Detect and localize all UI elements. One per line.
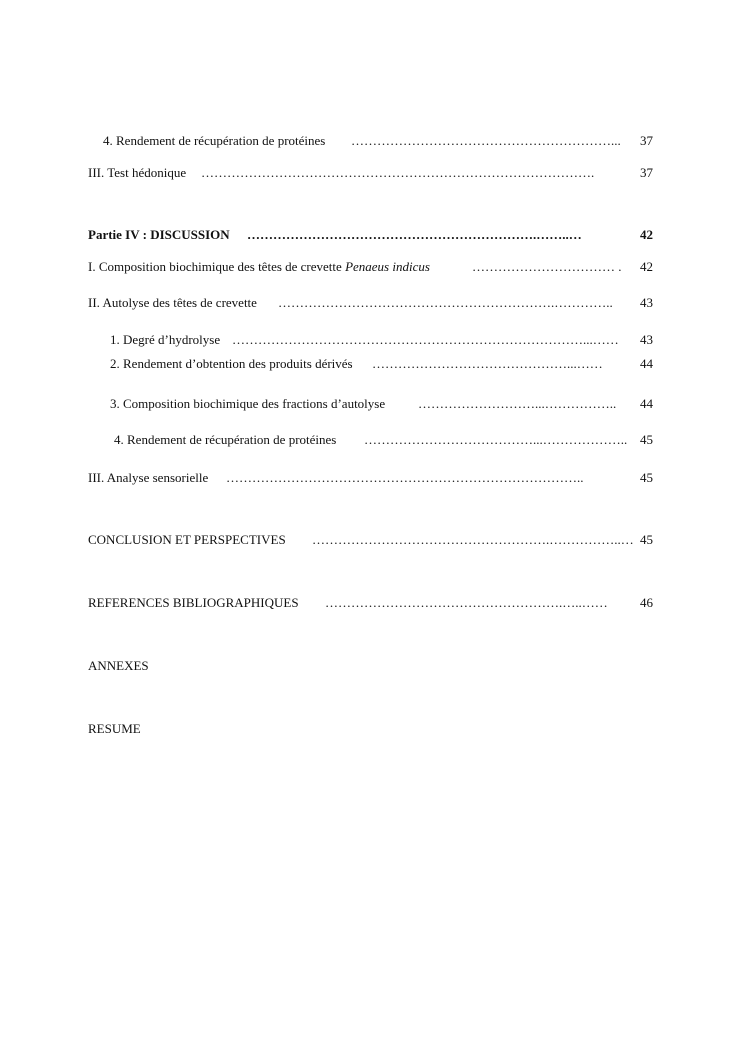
toc-entry-composition-biochimique-tetes — [0, 258, 744, 276]
toc-page-number: 42 — [640, 259, 653, 274]
toc-label: I. Composition biochimique des têtes de crevette Penaeus indicus — [88, 259, 430, 274]
toc-leader-dots: ……………………………………………………….………….. — [278, 295, 613, 310]
toc-leader-dots: …………………………………...……………….. — [364, 432, 628, 447]
toc-label: 2. Rendement d’obtention des produits dérivés — [110, 356, 353, 371]
toc-page-number: 42 — [640, 227, 653, 242]
toc-leader-dots: ………………………………………………………………………………. — [201, 165, 595, 180]
toc-leader-dots: ……………………………………………………………………….. — [226, 470, 584, 485]
toc-leader-dots: ……………………………………………….……………..… — [312, 532, 634, 547]
toc-page-number: 46 — [640, 595, 653, 610]
toc-page-number: 43 — [640, 295, 653, 310]
toc-page-number: 37 — [640, 165, 653, 180]
toc-page-number: 43 — [640, 332, 653, 347]
toc-entry-references-bibliographiques — [0, 594, 744, 612]
toc-page-number: 44 — [640, 356, 653, 371]
toc-page-number: 45 — [640, 432, 653, 447]
toc-label: Partie IV : DISCUSSION — [88, 227, 230, 242]
toc-label: ANNEXES — [88, 658, 149, 673]
toc-label: 3. Composition biochimique des fractions d’autolyse — [110, 396, 386, 411]
toc-leader-dots: ………………………………………………………….……..… — [247, 227, 582, 242]
toc-label: III. Test hédonique — [88, 165, 187, 180]
toc-page-number: 44 — [640, 396, 653, 411]
toc-leader-dots: ……………………………………………………... — [351, 133, 621, 148]
toc-entry-composition-fractions-autolyse — [0, 395, 744, 413]
toc-label-italic-species: Penaeus indicus — [345, 259, 430, 274]
toc-leader-dots: ………………………...…………….. — [418, 396, 617, 411]
toc-leader-dots: ………………………………………………………………………...…… — [232, 332, 619, 347]
toc-label: 4. Rendement de récupération de protéines — [114, 432, 337, 447]
toc-page-number: 45 — [640, 470, 653, 485]
toc-entry-conclusion-perspectives — [0, 531, 744, 549]
toc-entry-4-rendement-recuperation-proteines-iii — [0, 132, 744, 150]
toc-leader-dots: ………………………………………...…… — [372, 356, 603, 371]
toc-leader-dots: …………………………… . — [472, 259, 622, 274]
toc-entry-degre-hydrolyse — [0, 331, 744, 349]
toc-label: REFERENCES BIBLIOGRAPHIQUES — [88, 595, 299, 610]
toc-entry-rendement-obtention-produits — [0, 355, 744, 373]
toc-leader-dots: ……………………………………………….…..…… — [325, 595, 608, 610]
toc-label: 1. Degré d’hydrolyse — [110, 332, 221, 347]
toc-entry-4-rendement-recuperation-proteines-iv — [0, 431, 744, 449]
toc-entry-test-hedonique — [0, 164, 744, 182]
toc-entry-partie-iv-discussion — [0, 226, 744, 244]
toc-entry-resume — [0, 720, 744, 738]
toc-entry-annexes — [0, 657, 744, 675]
toc-entry-analyse-sensorielle — [0, 469, 744, 487]
toc-label: CONCLUSION ET PERSPECTIVES — [88, 532, 286, 547]
toc-entry-autolyse-tetes-crevette — [0, 294, 744, 312]
toc-page-number: 37 — [640, 133, 653, 148]
toc-label: III. Analyse sensorielle — [88, 470, 209, 485]
toc-label: II. Autolyse des têtes de crevette — [88, 295, 257, 310]
toc-page-number: 45 — [640, 532, 653, 547]
toc-label: 4. Rendement de récupération de protéines — [103, 133, 326, 148]
toc-label: RESUME — [88, 721, 141, 736]
